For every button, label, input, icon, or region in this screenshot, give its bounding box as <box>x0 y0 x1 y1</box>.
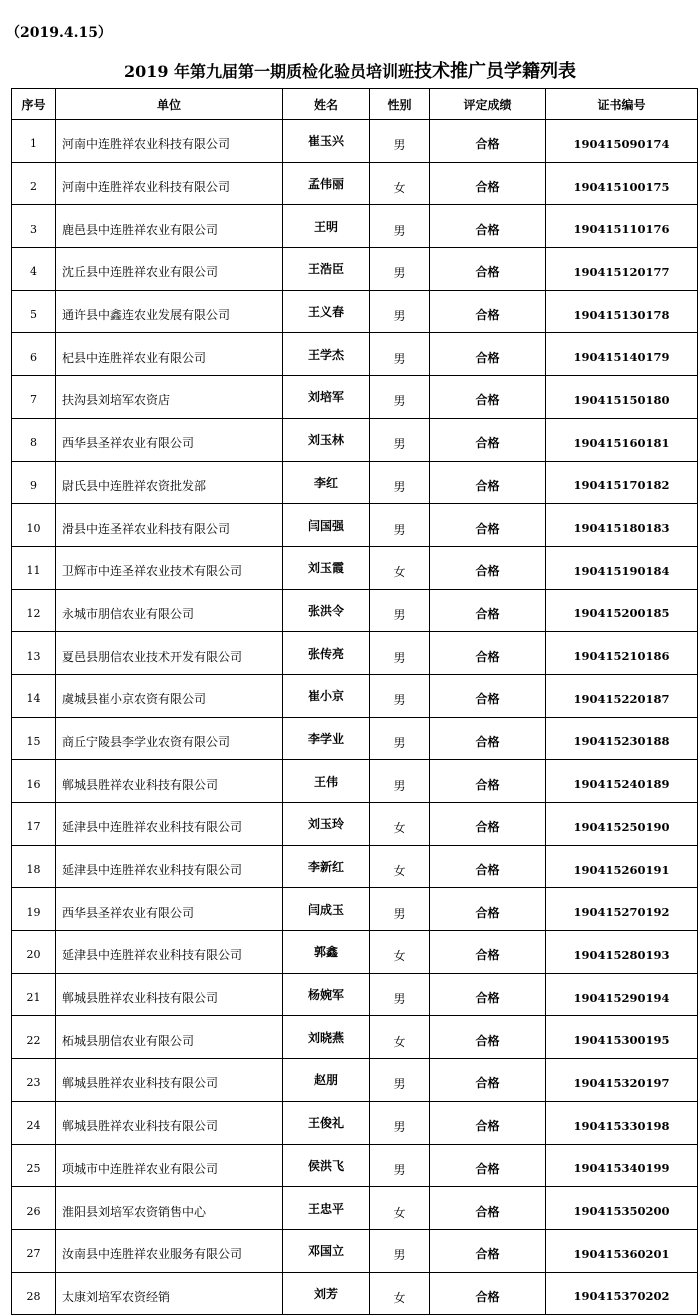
row-grade: 合格 <box>430 504 546 547</box>
row-cert-number: 190415170182 <box>546 461 698 504</box>
row-cert-number: 190415110176 <box>546 205 698 248</box>
table-row <box>12 1272 698 1315</box>
row-grade: 合格 <box>430 1187 546 1230</box>
row-gender: 男 <box>370 504 430 547</box>
row-cert-number: 190415230188 <box>546 717 698 760</box>
row-name: 刘芳 <box>283 1272 370 1315</box>
table-row <box>12 1101 698 1144</box>
row-unit: 杞县中连胜祥农业有限公司 <box>56 333 283 376</box>
row-cert-number: 190415220187 <box>546 674 698 717</box>
row-name: 刘玉玲 <box>283 803 370 846</box>
table-header-row <box>12 89 698 120</box>
row-cert-number: 190415210186 <box>546 632 698 675</box>
row-grade: 合格 <box>430 888 546 931</box>
col-header-name: 姓名 <box>283 89 370 120</box>
row-number: 13 <box>12 632 56 675</box>
row-grade: 合格 <box>430 1272 546 1315</box>
row-number: 1 <box>12 120 56 163</box>
document-title <box>0 57 700 83</box>
row-number: 24 <box>12 1101 56 1144</box>
table-row <box>12 931 698 974</box>
table-row <box>12 760 698 803</box>
row-unit: 汝南县中连胜祥农业服务有限公司 <box>56 1229 283 1272</box>
row-name: 王明 <box>283 205 370 248</box>
row-grade: 合格 <box>430 1059 546 1102</box>
row-gender: 男 <box>370 589 430 632</box>
table-row <box>12 504 698 547</box>
row-name: 李学业 <box>283 717 370 760</box>
row-grade: 合格 <box>430 803 546 846</box>
row-name: 王浩臣 <box>283 248 370 291</box>
row-number: 26 <box>12 1187 56 1230</box>
row-name: 刘玉林 <box>283 418 370 461</box>
row-grade: 合格 <box>430 1101 546 1144</box>
row-name: 邓国立 <box>283 1229 370 1272</box>
row-number: 4 <box>12 248 56 291</box>
row-grade: 合格 <box>430 120 546 163</box>
row-unit: 郸城县胜祥农业科技有限公司 <box>56 973 283 1016</box>
table-row <box>12 418 698 461</box>
row-gender: 男 <box>370 632 430 675</box>
table-row <box>12 333 698 376</box>
row-cert-number: 190415150180 <box>546 376 698 419</box>
row-name: 侯洪飞 <box>283 1144 370 1187</box>
row-cert-number: 190415290194 <box>546 973 698 1016</box>
row-name: 王学杰 <box>283 333 370 376</box>
row-number: 20 <box>12 931 56 974</box>
row-number: 8 <box>12 418 56 461</box>
row-gender: 男 <box>370 376 430 419</box>
table-row <box>12 1144 698 1187</box>
row-name: 崔玉兴 <box>283 120 370 163</box>
row-cert-number: 190415130178 <box>546 290 698 333</box>
row-grade: 合格 <box>430 845 546 888</box>
table-row <box>12 1016 698 1059</box>
row-unit: 夏邑县朋信农业技术开发有限公司 <box>56 632 283 675</box>
row-unit: 虞城县崔小京农资有限公司 <box>56 674 283 717</box>
row-gender: 男 <box>370 461 430 504</box>
row-grade: 合格 <box>430 674 546 717</box>
row-unit: 卫辉市中连圣祥农业技术有限公司 <box>56 546 283 589</box>
row-unit: 郸城县胜祥农业科技有限公司 <box>56 1101 283 1144</box>
row-cert-number: 190415160181 <box>546 418 698 461</box>
row-gender: 男 <box>370 888 430 931</box>
row-number: 10 <box>12 504 56 547</box>
row-unit: 通许县中鑫连农业发展有限公司 <box>56 290 283 333</box>
row-name: 李红 <box>283 461 370 504</box>
row-number: 21 <box>12 973 56 1016</box>
row-cert-number: 190415320197 <box>546 1059 698 1102</box>
row-grade: 合格 <box>430 1016 546 1059</box>
row-cert-number: 190415090174 <box>546 120 698 163</box>
row-cert-number: 190415330198 <box>546 1101 698 1144</box>
row-grade: 合格 <box>430 162 546 205</box>
table-row <box>12 376 698 419</box>
row-name: 王忠平 <box>283 1187 370 1230</box>
row-number: 17 <box>12 803 56 846</box>
row-number: 28 <box>12 1272 56 1315</box>
table-row <box>12 1229 698 1272</box>
row-gender: 男 <box>370 205 430 248</box>
row-name: 赵朋 <box>283 1059 370 1102</box>
row-number: 11 <box>12 546 56 589</box>
row-grade: 合格 <box>430 333 546 376</box>
row-gender: 男 <box>370 290 430 333</box>
row-gender: 男 <box>370 418 430 461</box>
row-unit: 太康刘培军农资经销 <box>56 1272 283 1315</box>
table-row <box>12 1059 698 1102</box>
table-row <box>12 248 698 291</box>
row-unit: 项城市中连胜祥农业有限公司 <box>56 1144 283 1187</box>
row-unit: 郸城县胜祥农业科技有限公司 <box>56 760 283 803</box>
row-grade: 合格 <box>430 589 546 632</box>
table-row <box>12 461 698 504</box>
row-gender: 男 <box>370 1059 430 1102</box>
row-unit: 柘城县朋信农业有限公司 <box>56 1016 283 1059</box>
row-unit: 西华县圣祥农业有限公司 <box>56 888 283 931</box>
row-cert-number: 190415240189 <box>546 760 698 803</box>
row-unit: 尉氏县中连胜祥农资批发部 <box>56 461 283 504</box>
col-header-unit: 单位 <box>56 89 283 120</box>
row-grade: 合格 <box>430 1229 546 1272</box>
table-row <box>12 717 698 760</box>
row-cert-number: 190415120177 <box>546 248 698 291</box>
col-header-grade: 评定成绩 <box>430 89 546 120</box>
row-gender: 女 <box>370 1272 430 1315</box>
row-cert-number: 190415250190 <box>546 803 698 846</box>
row-number: 14 <box>12 674 56 717</box>
col-header-gender: 性别 <box>370 89 430 120</box>
row-number: 18 <box>12 845 56 888</box>
row-grade: 合格 <box>430 973 546 1016</box>
row-unit: 沈丘县中连胜祥农业有限公司 <box>56 248 283 291</box>
row-name: 刘晓燕 <box>283 1016 370 1059</box>
row-unit: 滑县中连圣祥农业科技有限公司 <box>56 504 283 547</box>
row-unit: 延津县中连胜祥农业科技有限公司 <box>56 845 283 888</box>
row-cert-number: 190415100175 <box>546 162 698 205</box>
row-number: 12 <box>12 589 56 632</box>
row-name: 崔小京 <box>283 674 370 717</box>
row-name: 郭鑫 <box>283 931 370 974</box>
table-row <box>12 205 698 248</box>
row-grade: 合格 <box>430 205 546 248</box>
row-gender: 女 <box>370 162 430 205</box>
row-gender: 男 <box>370 760 430 803</box>
row-gender: 女 <box>370 1016 430 1059</box>
row-number: 27 <box>12 1229 56 1272</box>
table-row <box>12 973 698 1016</box>
row-name: 闫成玉 <box>283 888 370 931</box>
row-grade: 合格 <box>430 248 546 291</box>
row-name: 李新红 <box>283 845 370 888</box>
row-gender: 男 <box>370 120 430 163</box>
row-cert-number: 190415140179 <box>546 333 698 376</box>
student-roster-table <box>11 88 698 1315</box>
row-unit: 淮阳县刘培军农资销售中心 <box>56 1187 283 1230</box>
row-grade: 合格 <box>430 717 546 760</box>
row-gender: 男 <box>370 1229 430 1272</box>
row-gender: 男 <box>370 674 430 717</box>
row-number: 16 <box>12 760 56 803</box>
row-number: 25 <box>12 1144 56 1187</box>
row-cert-number: 190415260191 <box>546 845 698 888</box>
table-row <box>12 845 698 888</box>
row-name: 王俊礼 <box>283 1101 370 1144</box>
row-grade: 合格 <box>430 376 546 419</box>
row-number: 5 <box>12 290 56 333</box>
row-cert-number: 190415200185 <box>546 589 698 632</box>
row-name: 张洪令 <box>283 589 370 632</box>
table-row <box>12 546 698 589</box>
row-gender: 男 <box>370 333 430 376</box>
row-gender: 男 <box>370 1101 430 1144</box>
row-name: 刘培军 <box>283 376 370 419</box>
row-number: 2 <box>12 162 56 205</box>
row-grade: 合格 <box>430 546 546 589</box>
col-header-cert: 证书编号 <box>546 89 698 120</box>
row-name: 闫国强 <box>283 504 370 547</box>
row-gender: 男 <box>370 717 430 760</box>
row-name: 孟伟丽 <box>283 162 370 205</box>
row-grade: 合格 <box>430 931 546 974</box>
row-unit: 河南中连胜祥农业科技有限公司 <box>56 120 283 163</box>
col-header-no: 序号 <box>12 89 56 120</box>
document-date: （2019.4.15） <box>6 25 112 41</box>
row-number: 3 <box>12 205 56 248</box>
row-cert-number: 190415370202 <box>546 1272 698 1315</box>
row-cert-number: 190415190184 <box>546 546 698 589</box>
row-number: 9 <box>12 461 56 504</box>
row-cert-number: 190415300195 <box>546 1016 698 1059</box>
row-gender: 男 <box>370 1144 430 1187</box>
row-grade: 合格 <box>430 290 546 333</box>
row-number: 19 <box>12 888 56 931</box>
row-name: 张传亮 <box>283 632 370 675</box>
table-row <box>12 589 698 632</box>
row-unit: 商丘宁陵县李学业农资有限公司 <box>56 717 283 760</box>
table-row <box>12 1187 698 1230</box>
table-row <box>12 632 698 675</box>
row-number: 6 <box>12 333 56 376</box>
table-row <box>12 888 698 931</box>
table-body <box>12 120 698 1315</box>
row-gender: 女 <box>370 845 430 888</box>
row-gender: 女 <box>370 803 430 846</box>
row-number: 15 <box>12 717 56 760</box>
row-unit: 鹿邑县中连胜祥农业有限公司 <box>56 205 283 248</box>
row-cert-number: 190415360201 <box>546 1229 698 1272</box>
row-unit: 扶沟县刘培军农资店 <box>56 376 283 419</box>
row-name: 王义春 <box>283 290 370 333</box>
table-row <box>12 674 698 717</box>
row-unit: 河南中连胜祥农业科技有限公司 <box>56 162 283 205</box>
row-cert-number: 190415350200 <box>546 1187 698 1230</box>
title-main: 2019 年第九届第一期质检化验员培训班 <box>123 62 415 81</box>
row-unit: 延津县中连胜祥农业科技有限公司 <box>56 803 283 846</box>
row-gender: 女 <box>370 1187 430 1230</box>
row-gender: 男 <box>370 248 430 291</box>
title-tail: 技术推广员学籍列表 <box>414 61 577 82</box>
row-cert-number: 190415280193 <box>546 931 698 974</box>
row-number: 23 <box>12 1059 56 1102</box>
row-name: 王伟 <box>283 760 370 803</box>
row-unit: 延津县中连胜祥农业科技有限公司 <box>56 931 283 974</box>
row-gender: 女 <box>370 546 430 589</box>
row-number: 22 <box>12 1016 56 1059</box>
row-cert-number: 190415270192 <box>546 888 698 931</box>
table-row <box>12 290 698 333</box>
row-grade: 合格 <box>430 461 546 504</box>
row-unit: 永城市朋信农业有限公司 <box>56 589 283 632</box>
row-unit: 西华县圣祥农业有限公司 <box>56 418 283 461</box>
row-grade: 合格 <box>430 418 546 461</box>
row-name: 杨婉军 <box>283 973 370 1016</box>
row-cert-number: 190415180183 <box>546 504 698 547</box>
table-row <box>12 803 698 846</box>
row-number: 7 <box>12 376 56 419</box>
row-grade: 合格 <box>430 632 546 675</box>
row-gender: 女 <box>370 931 430 974</box>
row-grade: 合格 <box>430 760 546 803</box>
row-grade: 合格 <box>430 1144 546 1187</box>
row-unit: 郸城县胜祥农业科技有限公司 <box>56 1059 283 1102</box>
table-row <box>12 162 698 205</box>
table-row <box>12 120 698 163</box>
row-cert-number: 190415340199 <box>546 1144 698 1187</box>
row-gender: 男 <box>370 973 430 1016</box>
row-name: 刘玉霞 <box>283 546 370 589</box>
